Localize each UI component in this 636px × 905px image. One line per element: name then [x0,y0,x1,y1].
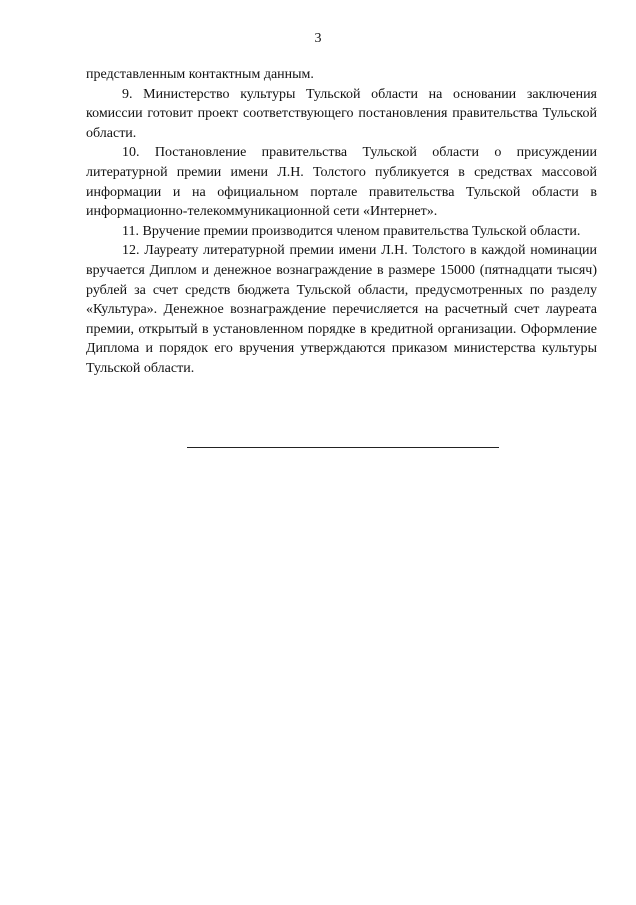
page-number: 3 [314,31,322,46]
document-body [86,65,597,379]
paragraph-item-12: 12. Лауреату литературной премии имени Л.Н. Толстого в каждой номинации вручается Диплом и денежное вознаграждение в размере 15000 (пятнадцати тысяч) рублей за счет средств бюджета Тульской области, предусмотренных по разделу «Культура». Денежное вознаграждение перечисляется на расчетный счет лауреата премии, открытый в установленном порядке в кредитной организации. Оформление Диплома и порядок его вручения утверждаются приказом министерства культуры Тульской области. [86,243,597,376]
paragraph-item-9: 9. Министерство культуры Тульской области на основании заключения комиссии готовит проект соответствующего постановления правительства Тульской области. [86,86,597,141]
paragraph-continuation: представленным контактным данным. [86,67,314,82]
paragraph-item-11: 11. Вручение премии производится членом правительства Тульской области. [122,223,581,239]
paragraph-item-10: 10. Постановление правительства Тульской области о присуждении литературной премии имени Л.Н. Толстого публикуется в средствах массовой информации и на официальном портале правительства Тульской области в информационно-телекоммуникационной сети «Интернет». [86,145,597,220]
end-divider-line [187,447,499,448]
